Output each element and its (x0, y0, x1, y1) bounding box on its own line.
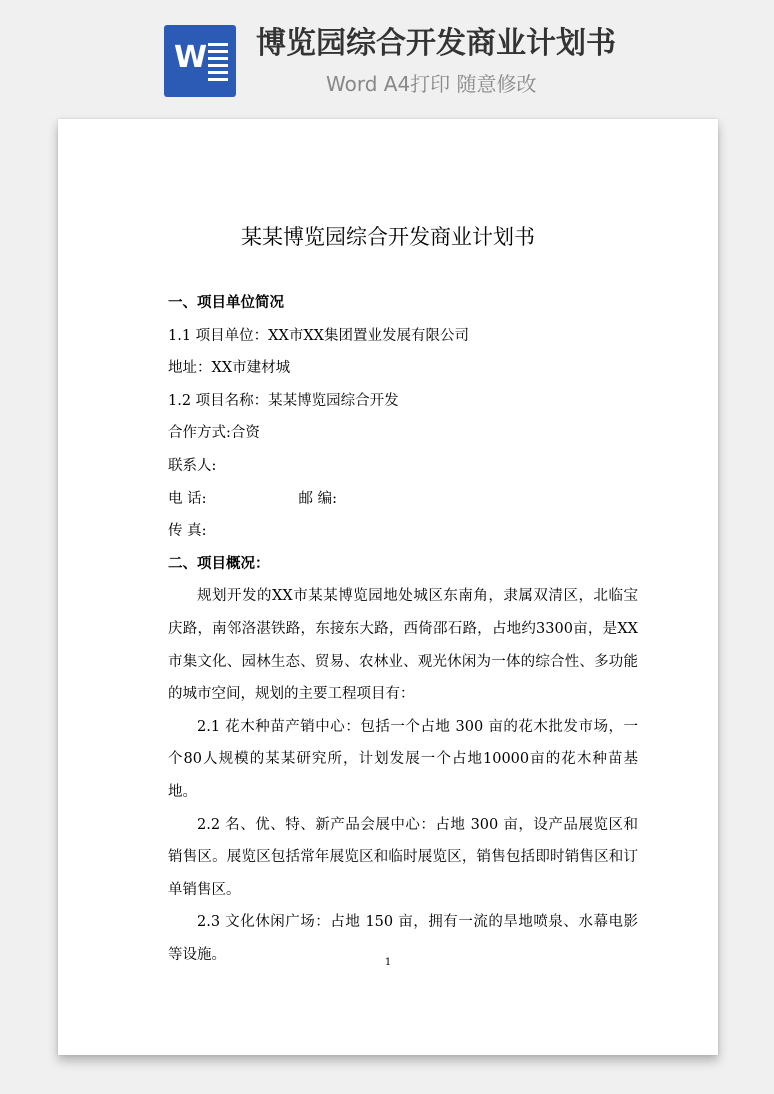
fax-label: 传 真: (168, 523, 207, 540)
phone-label: 电 话: (168, 490, 207, 507)
word-document-icon (164, 25, 236, 97)
project-name: 1.2 项目名称：某某博览园综合开发 (168, 392, 399, 409)
section2-heading: 二、项目概况： (168, 555, 270, 572)
overview-paragraph: 规划开发的XX市某某博览园地处城区东南角，隶属双清区，北临宝庆路，南邻洛湛铁路，东接东大路，西倚邵石路，占地约3300亩，是XX市集文化、园林生态、贸易、农林业、观光休闲为一体的综合性、多功能的城市空间，规划的主要工程项目有： (168, 588, 638, 703)
logo-lines (208, 43, 228, 85)
exhibition-center-paragraph: 2.2 名、优、特、新产品会展中心：占地 300 亩，设产品展览区和销售区。展览区包括常年展览区和临时展览区，销售包括即时销售区和订单销售区。 (168, 816, 638, 898)
document-body (168, 287, 638, 971)
page-number: 1 (384, 957, 392, 968)
cooperation-mode: 合作方式:合资 (168, 425, 260, 442)
leisure-plaza-paragraph: 2.3 文化休闲广场：占地 150 亩，拥有一流的旱地喷泉、水幕电影等设施。 (168, 914, 638, 963)
document-page (58, 119, 718, 1055)
banner (0, 0, 774, 112)
flower-center-paragraph: 2.1 花木种苗产销中心：包括一个占地 300 亩的花木批发市场，一个80人规模的某某研究所，计划发展一个占地10000亩的花木种苗基地。 (168, 718, 638, 800)
postcode-label: 邮 编: (298, 490, 337, 507)
project-address: 地址：XX市建材城 (168, 360, 291, 377)
document-title: 某某博览园综合开发商业计划书 (241, 225, 535, 249)
phone-postcode-line (168, 483, 638, 516)
contact-person: 联系人: (168, 457, 217, 474)
project-unit: 1.1 项目单位：XX市XX集团置业发展有限公司 (168, 327, 469, 344)
section1-heading: 一、项目单位简况 (168, 295, 284, 311)
banner-subtitle: Word A4打印 随意修改 (326, 72, 537, 96)
logo-letter: W (174, 40, 208, 75)
banner-title: 博览园综合开发商业计划书 (256, 26, 616, 61)
